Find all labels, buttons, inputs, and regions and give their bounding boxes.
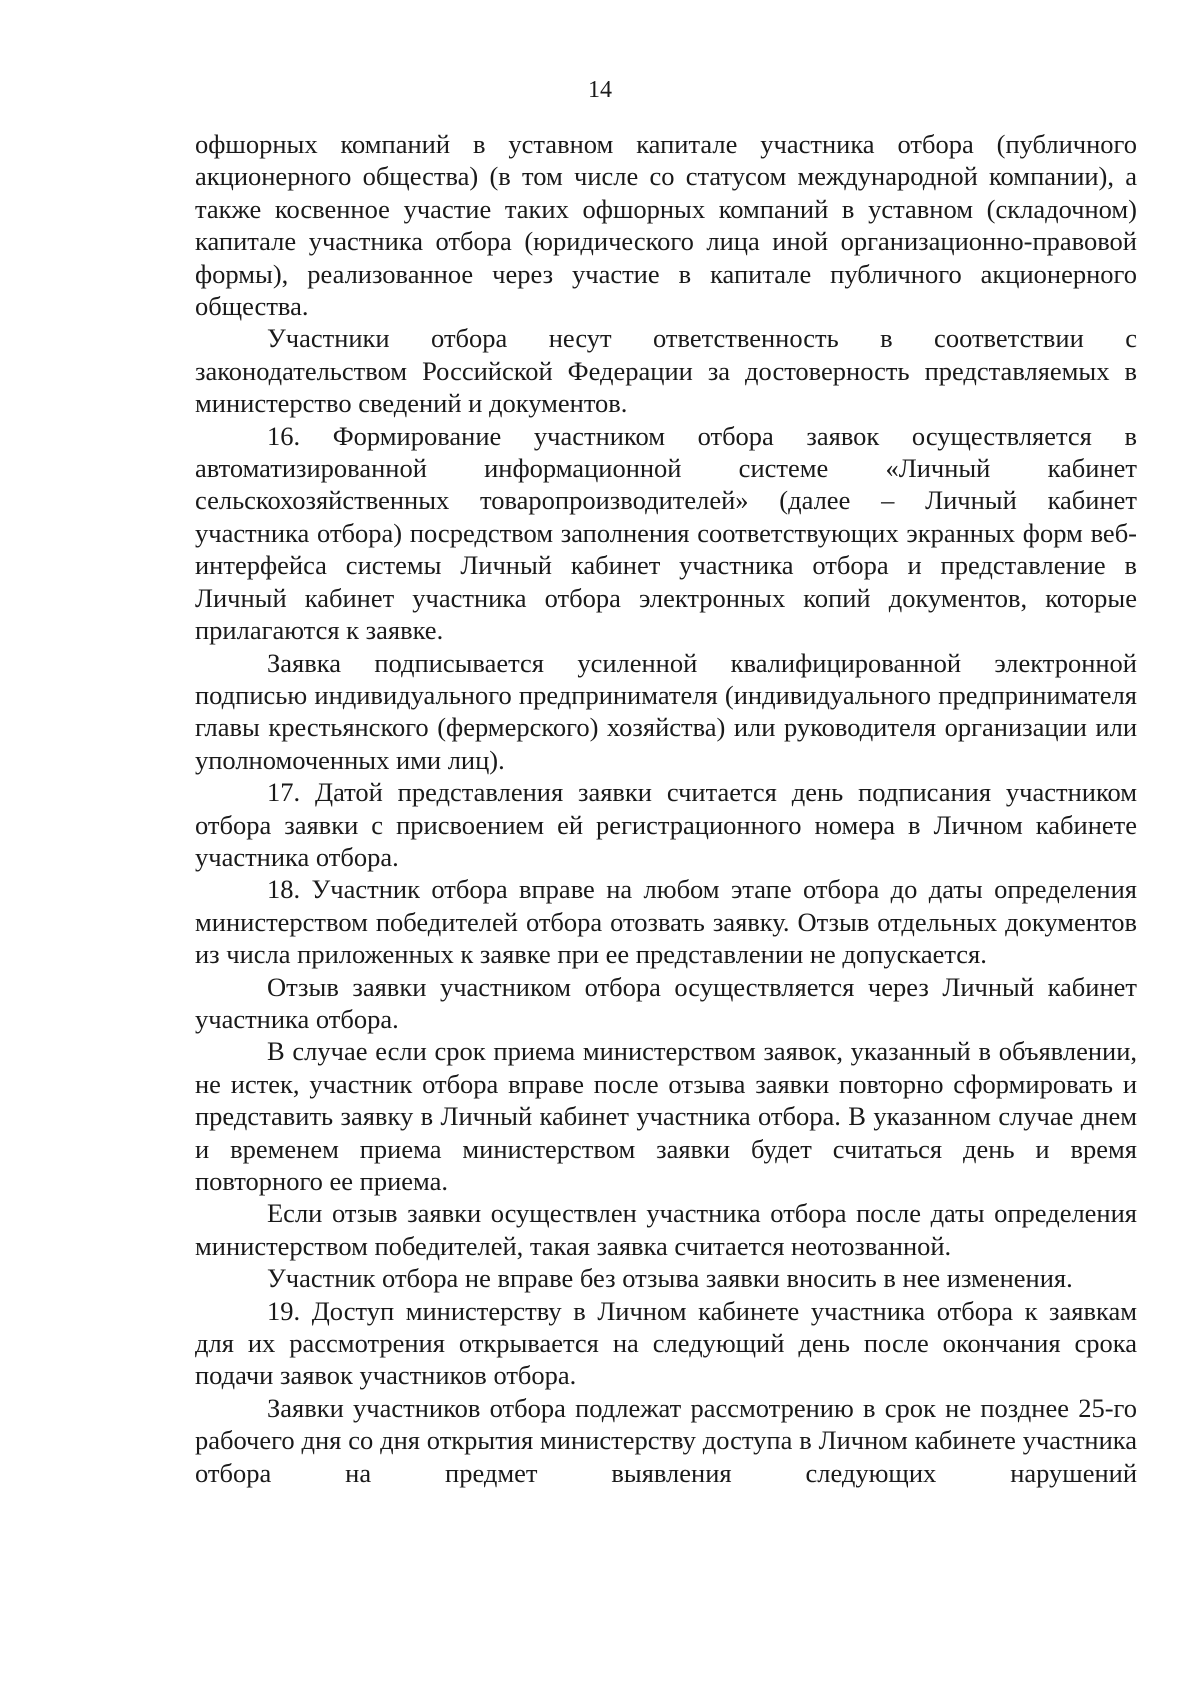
paragraph-18-withdrawal: 18. Участник отбора вправе на любом этапе отбора до даты определения министерством победителей отбора отозвать заявку. Отзыв отдельных документов из числа приложенных к заявке при ее представлении не допускается. (195, 874, 1137, 970)
document-body (195, 128, 1137, 1489)
paragraph-offshore-continuation: офшорных компаний в уставном капитале участника отбора (публичного акционерного общества) (в том числе со статусом международной компании), а также косвенное участие таких офшорных компаний в уставном (складочном) капитале участника отбора (юридического лица иной организационно-правовой формы), реализованное через участие в капитале публичного акционерного общества. (195, 129, 1137, 322)
paragraph-responsibility: Участники отбора несут ответственность в соответствии с законодательством Российской Федерации за достоверность представляемых в министерство сведений и документов. (195, 323, 1137, 419)
paragraph-late-withdrawal: Если отзыв заявки осуществлен участника отбора после даты определения министерством победителей, такая заявка считается неотозванной. (195, 1198, 1137, 1261)
paragraph-16-application-forming: 16. Формирование участником отбора заявок осуществляется в автоматизированной информационной системе «Личный кабинет сельскохозяйственных товаропроизводителей» (далее – Личный кабинет участника отбора) посредством заполнения соответствующих экранных форм веб-интерфейса системы Личный кабинет участника отбора и представление в Личный кабинет участника отбора электронных копий документов, которые прилагаются к заявке. (195, 420, 1137, 646)
paragraph-withdrawal-method: Отзыв заявки участником отбора осуществляется через Личный кабинет участника отбора. (195, 971, 1137, 1034)
paragraph-application-signature: Заявка подписывается усиленной квалифицированной электронной подписью индивидуального предпринимателя (индивидуального предпринимателя главы крестьянского (фермерского) хозяйства) или руководителя организации или уполномоченных ими лиц). (195, 647, 1137, 775)
paragraph-review-deadline: Заявки участников отбора подлежат рассмотрению в срок не позднее 25-го рабочего дня со дня открытия министерству доступа в Личном кабинете участника отбора на предмет выявления следующих нарушений (195, 1392, 1137, 1488)
paragraph-19-access: 19. Доступ министерству в Личном кабинете участника отбора к заявкам для их рассмотрения открывается на следующий день после окончания срока подачи заявок участников отбора. (195, 1295, 1137, 1391)
paragraph-17-submission-date: 17. Датой представления заявки считается день подписания участником отбора заявки с присвоением ей регистрационного номера в Личном кабинете участника отбора. (195, 777, 1137, 872)
paragraph-resubmission: В случае если срок приема министерством заявок, указанный в объявлении, не истек, участник отбора вправе после отзыва заявки повторно сформировать и представить заявку в Личный кабинет участника отбора. В указанном случае днем и временем приема министерством заявки будет считаться день и время повторного ее приема. (195, 1036, 1137, 1196)
page-number: 14 (588, 77, 612, 103)
paragraph-no-changes: Участник отбора не вправе без отзыва заявки вносить в нее изменения. (267, 1263, 1073, 1294)
